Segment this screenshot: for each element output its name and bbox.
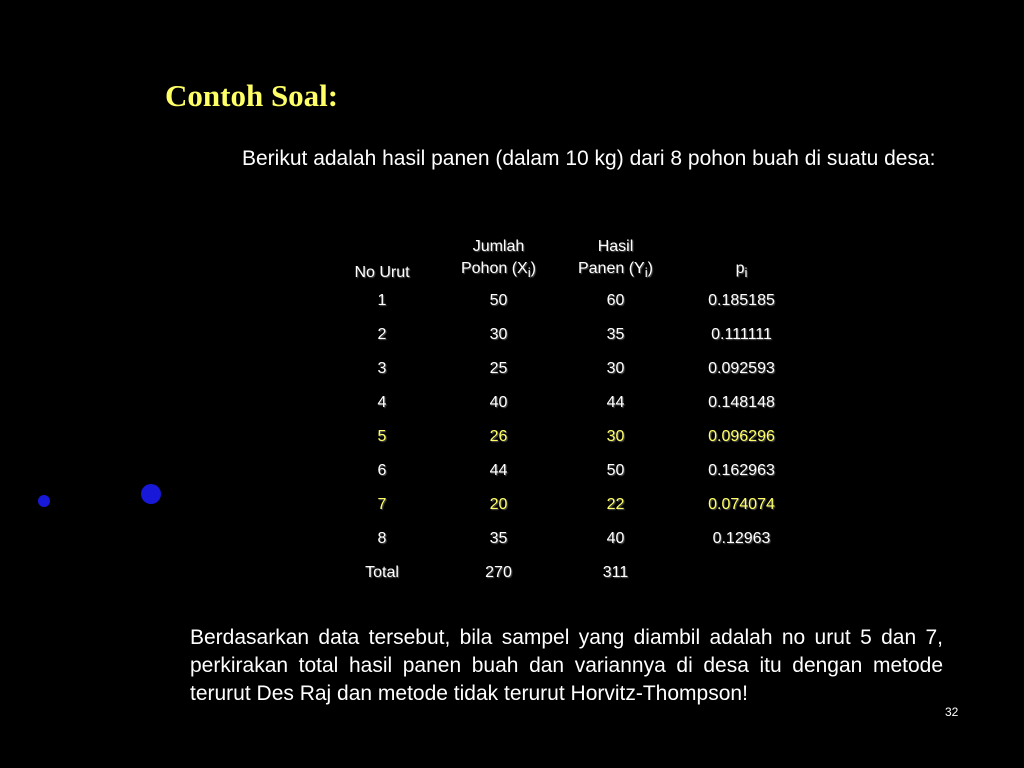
page-number: 32 [945, 705, 959, 719]
intro-paragraph [190, 145, 943, 173]
table-row: 2 30 35 0.111111 [377, 326, 772, 344]
table-row: 1 50 60 0.185185 [377, 292, 775, 310]
table-header-row [324, 236, 809, 284]
decor-dot-large [141, 484, 161, 504]
intro-text: Berikut adalah hasil panen (dalam 10 kg) dari 8 pohon buah di suatu desa: [242, 147, 936, 170]
header-jumlah-pohon: Jumlah Pohon $(X_i)$ [460, 238, 536, 281]
page-title: Contoh Soal: [165, 78, 339, 113]
header-no-urut: No Urut [354, 264, 410, 282]
table-row: 8 35 40 0.12963 [377, 530, 771, 548]
header-pi: $p_i$ [735, 260, 748, 281]
harvest-table [324, 236, 809, 590]
table-row: 4 40 44 0.148148 [377, 394, 775, 412]
decor-dot-small [38, 495, 50, 507]
header-hasil-panen: Hasil Panen $(Y_i)$ [577, 238, 653, 281]
table-row-highlighted: 7 20 22 0.074074 [377, 496, 775, 514]
table-row: 6 44 50 0.162963 [377, 462, 775, 480]
question-paragraph: Berdasarkan data tersebut, bila sampel yang diambil adalah no urut 5 dan 7, perkirakan total hasil panen buah dan variannya di desa itu dengan metode terurut Des Raj dan metode tidak terurut Horvitz-Thompson! [190, 626, 943, 705]
table-total-row: Total 270 311 [365, 564, 629, 582]
table-row-highlighted: 5 26 30 0.096296 [377, 428, 775, 446]
table-row: 3 25 30 0.092593 [377, 360, 775, 378]
